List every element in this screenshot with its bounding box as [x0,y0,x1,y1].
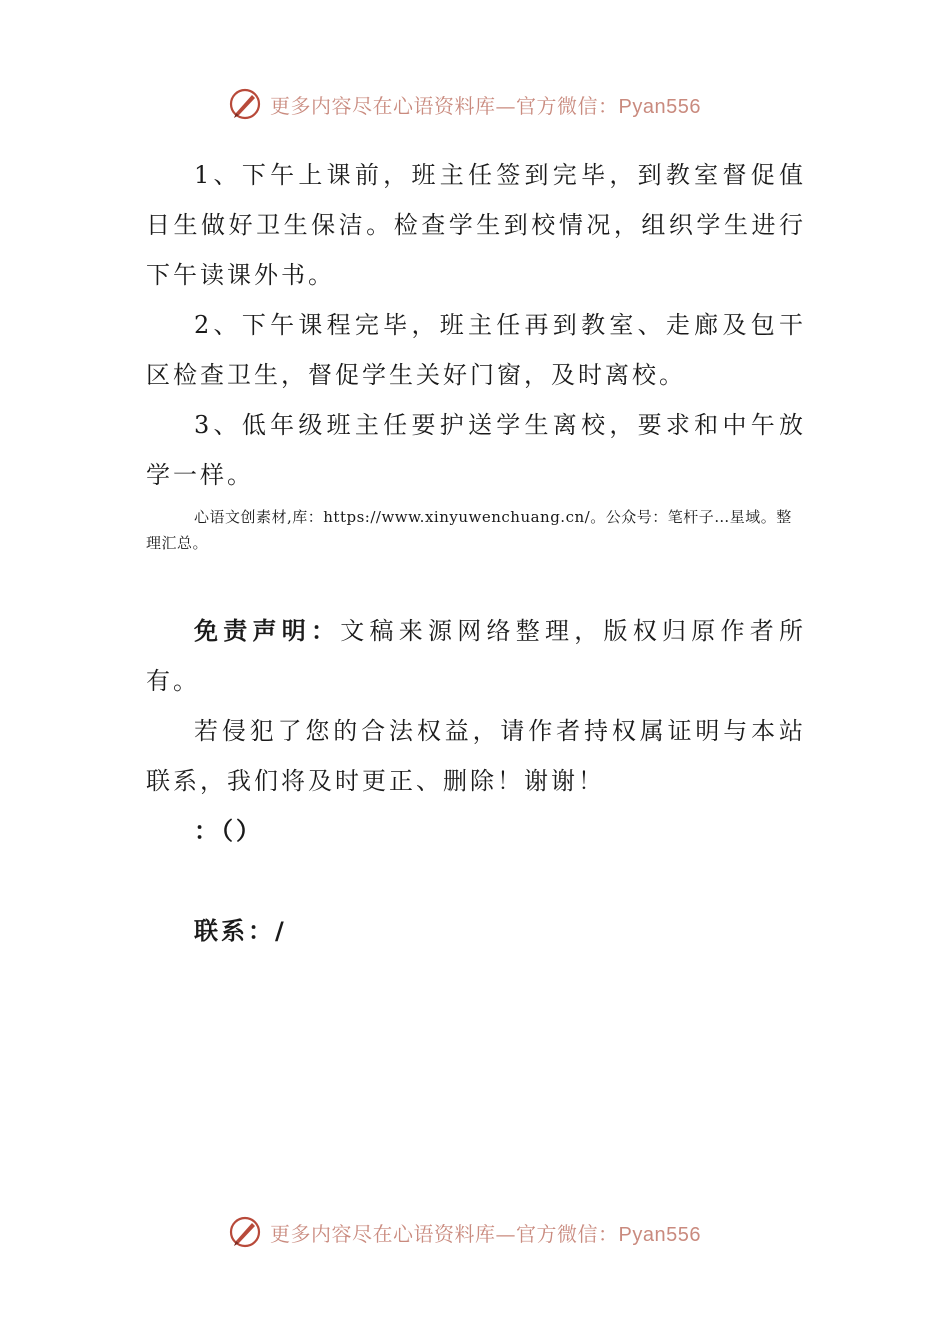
paragraph-2: 2、下午课程完毕，班主任再到教室、走廊及包干区检查卫生，督促学生关好门窗，及时离校。 [146,311,806,389]
header-banner [228,84,748,124]
banner-text: 更多内容尽在心语资料库—官方微信：Pyan556 [270,1221,701,1246]
paragraph-3: 3、低年级班主任要护送学生离校，要求和中午放学一样。 [146,411,806,489]
banner-handle: Pyan556 [618,1223,701,1246]
contact-line [146,906,806,956]
source-note: 心语文创素材,库：https://www.xinyuwenchuang.cn/。公众号：笔杆子…星域。整理汇总。 [146,508,792,552]
contact-value: / [275,917,287,945]
disclaimer-line-1 [146,606,806,706]
disclaimer-text: 文稿来源网络整理，版权归原作者所有。 [146,617,806,695]
pen-logo-icon [228,87,262,121]
disclaimer-line-2: 若侵犯了您的合法权益，请作者持权属证明与本站联系，我们将及时更正、删除！谢谢！ [146,717,806,795]
banner-text: 更多内容尽在心语资料库—官方微信：Pyan556 [270,93,701,118]
contact-label: 联系： [194,917,275,945]
footer-banner [228,1212,748,1252]
banner-handle: Pyan556 [618,95,701,118]
document-body [146,150,806,956]
disclaimer-label: 免责声明： [194,617,341,645]
disclaimer-line-3: ：（） [194,817,263,845]
paragraph-1: 1、下午上课前，班主任签到完毕，到教室督促值日生做好卫生保洁。检查学生到校情况，组织学生进行下午读课外书。 [146,161,806,289]
disclaimer-section [146,606,806,956]
pen-logo-icon [228,1215,262,1249]
